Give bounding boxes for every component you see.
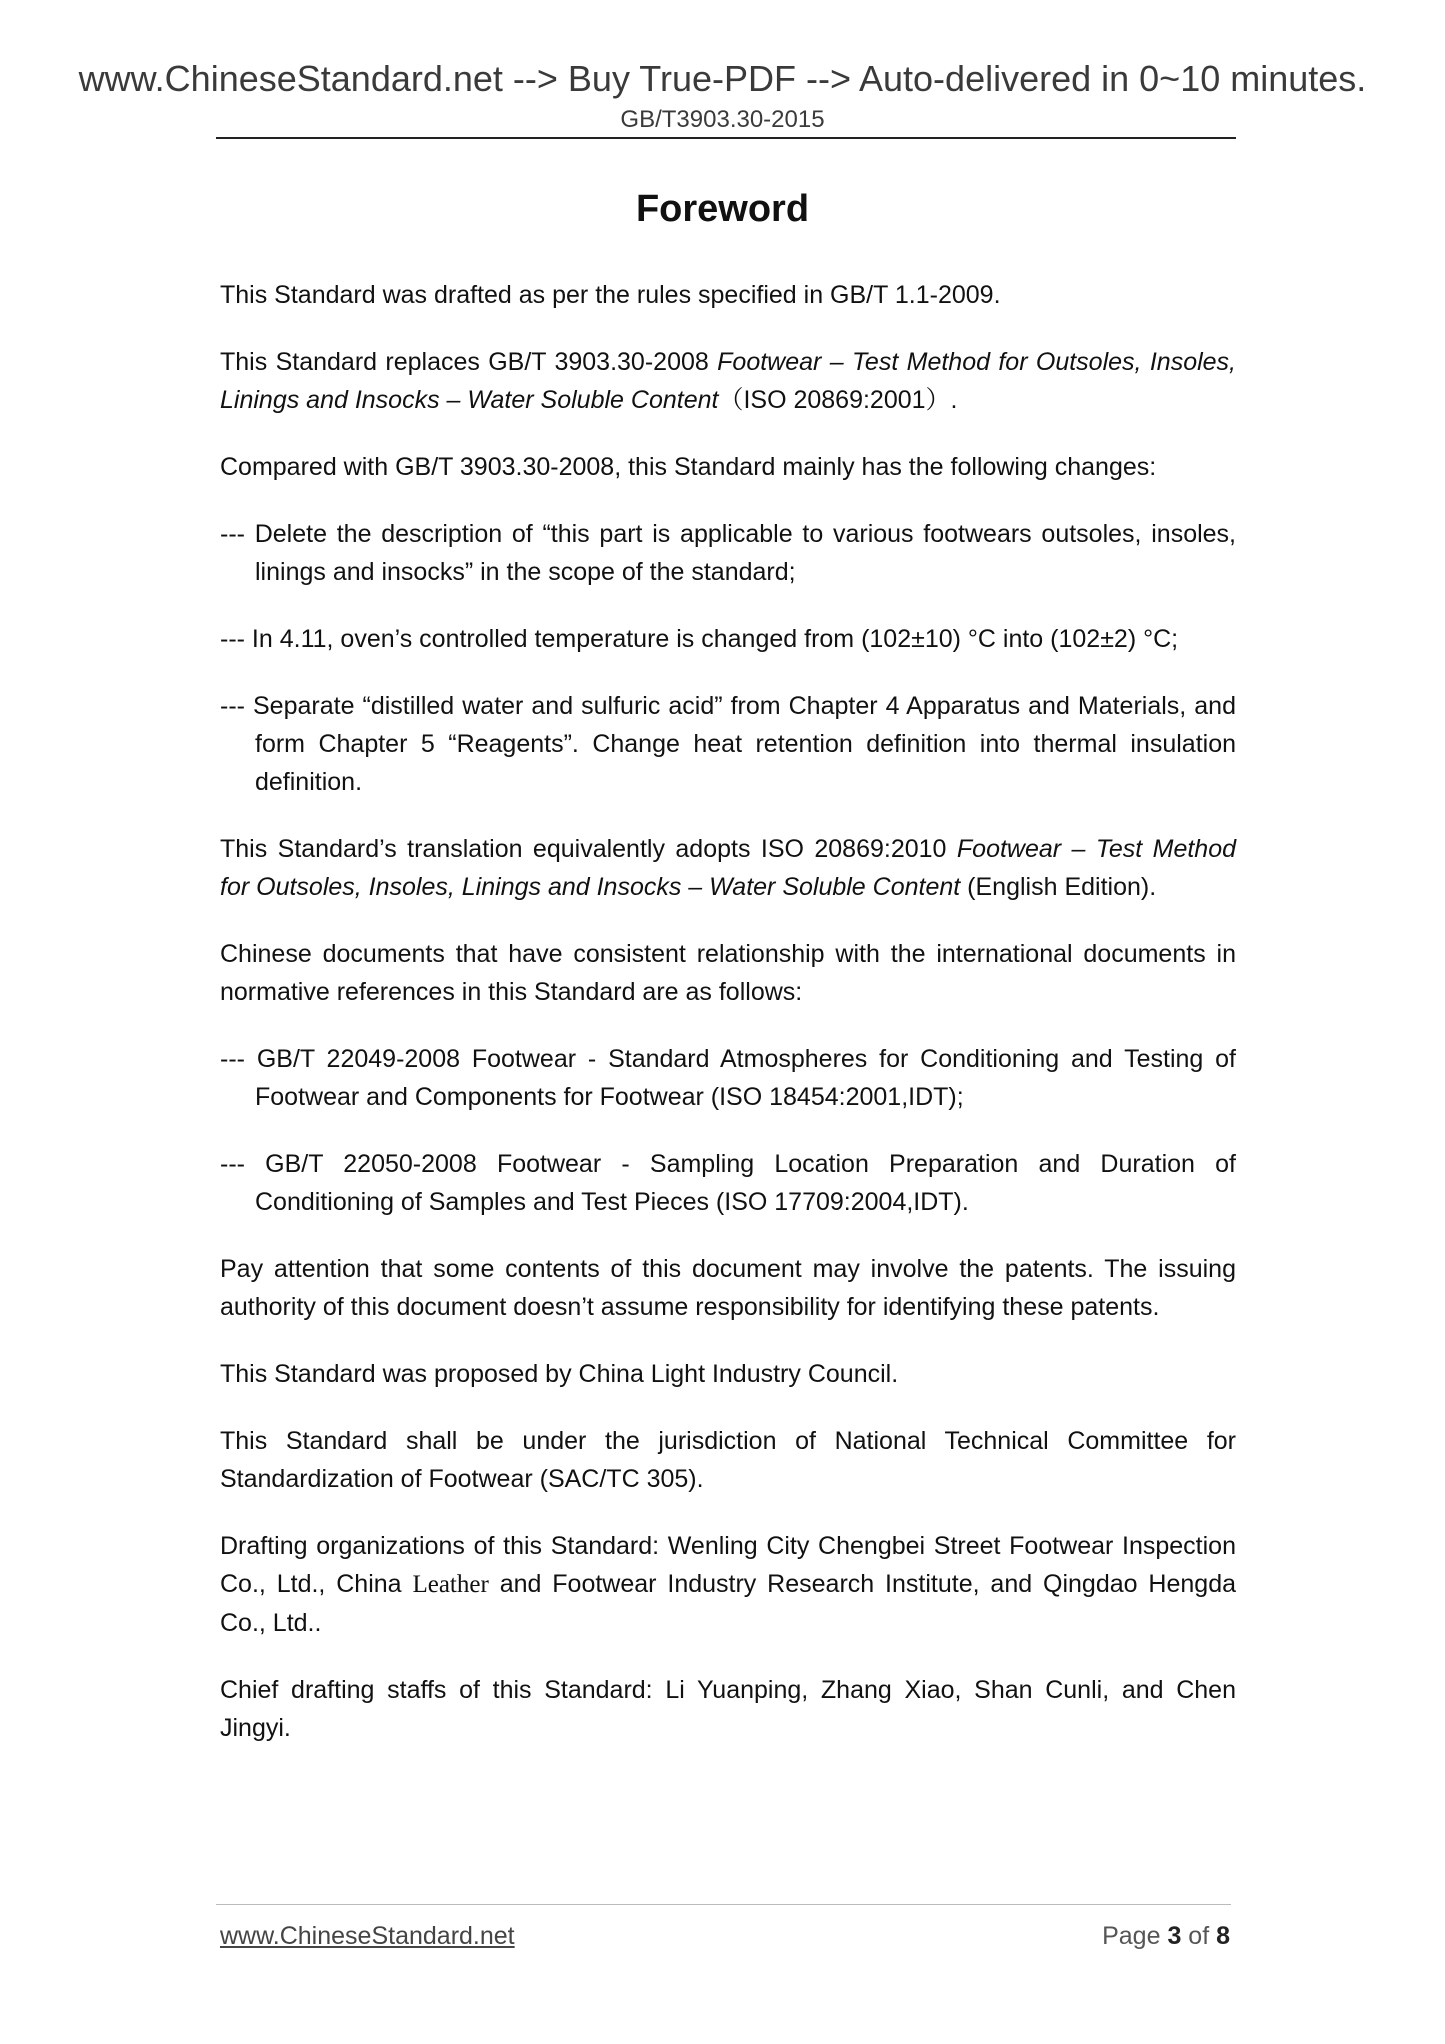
adoption-text: This Standard’s translation equivalently adopts ISO 20869:2010 bbox=[220, 835, 957, 863]
change-item-temperature: --- In 4.11, oven’s controlled temperature is changed from (102±10) °C into (102±2) °C; bbox=[220, 625, 1179, 653]
footer-divider bbox=[216, 1904, 1231, 1905]
total-page-number: 8 bbox=[1216, 1922, 1230, 1950]
replaces-text: This Standard replaces GB/T 3903.30-2008 bbox=[220, 348, 718, 376]
reference-item-sampling: --- GB/T 22050-2008 Footwear - Sampling Location Preparation and Duration of Conditioning of Samples and Test Pieces (ISO 17709:2004,IDT). bbox=[220, 1150, 1236, 1216]
adoption-edition: (English Edition). bbox=[960, 873, 1157, 901]
paragraph-drafting-organizations bbox=[220, 1527, 1236, 1642]
current-page-number: 3 bbox=[1167, 1922, 1182, 1950]
paragraph-patents: Pay attention that some contents of this document may involve the patents. The issuing authority of this document doesn’t assume responsibility for identifying these patents. bbox=[220, 1255, 1236, 1321]
reference-item-atmospheres: --- GB/T 22049-2008 Footwear - Standard Atmospheres for Conditioning and Testing of Footwear and Components for Footwear (ISO 18454:2001,IDT); bbox=[220, 1045, 1236, 1111]
footer-website-link[interactable]: www.ChineseStandard.net bbox=[220, 1922, 515, 1950]
paragraph-normative-references: Chinese documents that have consistent relationship with the international documents in normative references in this Standard are as follows: bbox=[220, 940, 1236, 1006]
replaced-iso-ref: （ISO 20869:2001）. bbox=[718, 386, 958, 414]
change-item-scope: --- Delete the description of “this part is applicable to various footwears outsoles, insoles, linings and insocks” in the scope of the standard; bbox=[220, 520, 1236, 586]
header-banner: www.ChineseStandard.net --> Buy True-PDF --> Auto-delivered in 0~10 minutes. bbox=[78, 58, 1367, 99]
foreword-body bbox=[220, 276, 1236, 1776]
paragraph-drafting-rules: This Standard was drafted as per the rules specified in GB/T 1.1-2009. bbox=[220, 281, 1001, 309]
organizations-text-end: and Footwear Industry Research Institute, and Qingdao Hengda Co., Ltd.. bbox=[220, 1570, 1237, 1637]
standard-code: GB/T3903.30-2015 bbox=[620, 106, 825, 133]
paragraph-replaces bbox=[220, 343, 1236, 419]
header-divider bbox=[216, 137, 1236, 139]
paragraph-jurisdiction: This Standard shall be under the jurisdiction of National Technical Committee for Standardization of Footwear (SAC/TC 305). bbox=[220, 1427, 1236, 1493]
organizations-text-start: Drafting organizations of this Standard: Wenling City Chengbei Street Footwear Inspection Co., Ltd., China bbox=[220, 1532, 1236, 1598]
page-of-word: of bbox=[1181, 1922, 1217, 1950]
replaced-standard-title: Footwear – Test Method for Outsoles, Insoles, Linings and Insocks – Water Soluble Content bbox=[220, 348, 1236, 414]
paragraph-proposed-by: This Standard was proposed by China Light Industry Council. bbox=[220, 1360, 899, 1388]
paragraph-adoption bbox=[220, 830, 1236, 906]
page-indicator bbox=[1102, 1922, 1230, 1951]
page-title: Foreword bbox=[635, 188, 810, 230]
paragraph-chief-staff: Chief drafting staffs of this Standard: Li Yuanping, Zhang Xiao, Shan Cunli, and Chen Jingyi. bbox=[220, 1676, 1236, 1742]
page-word: Page bbox=[1102, 1922, 1168, 1950]
paragraph-changes-intro: Compared with GB/T 3903.30-2008, this Standard mainly has the following changes: bbox=[220, 453, 1157, 481]
change-item-reagents: --- Separate “distilled water and sulfuric acid” from Chapter 4 Apparatus and Materials, and form Chapter 5 “Reagents”. Change heat retention definition into thermal insulation definition. bbox=[220, 692, 1236, 796]
adopted-standard-title: Footwear – Test Method for Outsoles, Insoles, Linings and Insocks – Water Soluble Content bbox=[220, 835, 1237, 901]
organizations-leather: Leather bbox=[412, 1571, 489, 1598]
